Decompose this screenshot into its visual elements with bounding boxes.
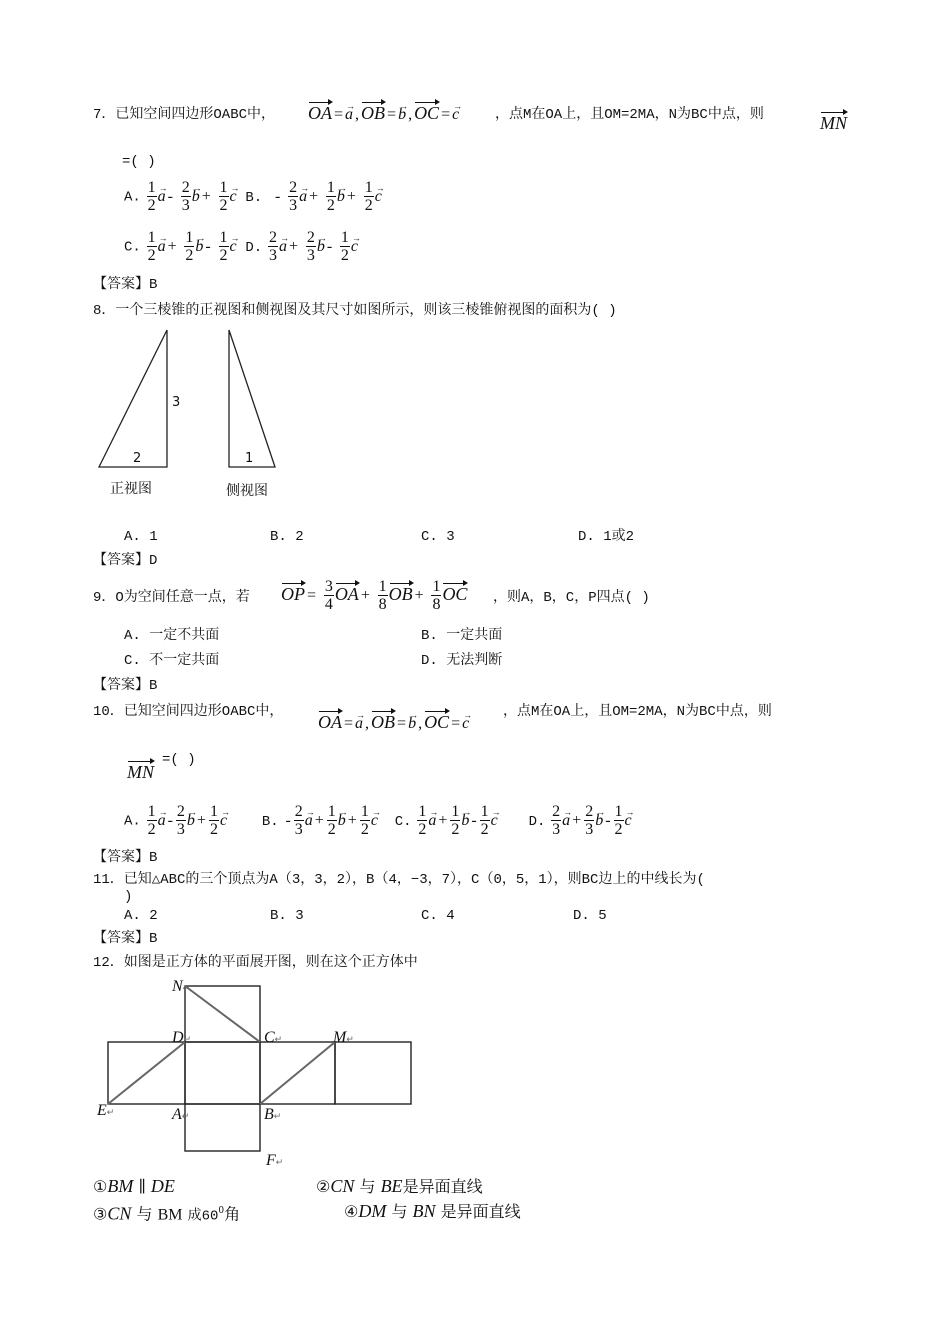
- point-b-label: B↵: [264, 1106, 282, 1123]
- q8-dim-3: 3: [172, 395, 181, 410]
- segment-nc: [185, 986, 260, 1042]
- q11-stem-cont: ): [124, 889, 133, 905]
- q11-option-b: B. 3: [270, 908, 304, 924]
- q7-answer: 【答案】B: [93, 277, 158, 293]
- q8-dim-2: 2: [133, 451, 142, 466]
- q8-stem: 8．一个三棱锥的正视图和侧视图及其尺寸如图所示，则该三棱锥俯视图的面积为( ): [93, 303, 617, 319]
- q9-vec-oc: OC: [442, 583, 468, 604]
- q10-eq-paren: =( ): [162, 752, 196, 768]
- q10-answer: 【答案】B: [93, 850, 158, 866]
- q8-option-a: A. 1: [124, 529, 158, 545]
- q9-vec-oa: OA: [334, 583, 359, 604]
- point-d-label: D↵: [172, 1029, 192, 1046]
- front-view-triangle: [99, 330, 167, 467]
- q9-option-c: C. 不一定共面: [124, 653, 220, 669]
- point-n-label: N↵: [172, 978, 191, 995]
- q8-views-figure: [95, 326, 285, 471]
- q8-option-c: C. 3: [421, 529, 455, 545]
- q7-vec-b: b →: [398, 106, 406, 124]
- q10-vector-equation: OA = a → , OB = b → , OC = c →: [318, 713, 469, 733]
- q8-option-b: B. 2: [270, 529, 304, 545]
- net-far-right-square: [335, 1042, 411, 1104]
- q7-option-a: A. $\frac{1}{2}$ a → - $\frac{2}{3}$ b → + $\frac{1}{2}$ c → B. - $\frac{2}{3}$ a → + $\frac{1}{2}$ b → + $\frac{1}{2}$ c →: [124, 179, 382, 214]
- q12-statement-3: ③CN 与 BM 成$60^0$角: [93, 1203, 241, 1225]
- q8-answer: 【答案】D: [93, 553, 158, 569]
- q7-target: [820, 114, 847, 133]
- q10-stem: 10．已知空间四边形OABC中，: [93, 704, 284, 720]
- q12-statement-2: ②CN 与 BE是异面直线: [316, 1176, 483, 1196]
- q11-option-d: D. 5: [573, 908, 607, 924]
- q11-stem: 11．已知△ABC的三个顶点为A（3，3，2），B（4，−3，7），C（0，5，1），则BC边上的中线长为(: [93, 872, 705, 888]
- q12-statement-4: ④DM 与 BN 是异面直线: [344, 1201, 521, 1221]
- point-e-label: E↵: [97, 1102, 115, 1119]
- q9-stem-b: ，则A，B，C，P四点( ): [493, 590, 650, 606]
- point-f-label: F↵: [266, 1152, 284, 1169]
- q7-stem: 7．已知空间四边形OABC中，: [93, 107, 276, 123]
- cube-net-figure: [100, 980, 420, 1155]
- segment-bm: [260, 1042, 335, 1104]
- q7-stem-tail: ，点M在OA上，且OM=2MA，N为BC中点，则: [495, 107, 764, 123]
- q8-front-view-label: 正视图: [110, 481, 152, 497]
- q9-option-d: D. 无法判断: [421, 653, 503, 669]
- q7-vec-ob: OB: [361, 103, 386, 123]
- point-c-label: C↵: [264, 1029, 283, 1046]
- q9-option-b: B. 一定共面: [421, 628, 503, 644]
- q12-statement-1: ①BM ∥ DE: [93, 1176, 175, 1196]
- q11-answer: 【答案】B: [93, 931, 158, 947]
- q7-vec-mn: MN: [820, 113, 847, 133]
- q9-option-a: A. 一定不共面: [124, 628, 220, 644]
- q9-vec-ob: OB: [388, 583, 413, 604]
- q10-target: [127, 763, 154, 782]
- q8-side-view-label: 侧视图: [226, 483, 268, 499]
- q9-vector-equation: OP = $\frac{3}{4}$ OA + $\frac{1}{8}$ OB + $\frac{1}{8}$ OC: [281, 578, 468, 613]
- q7-vec-oa: OA: [308, 103, 332, 123]
- q7-option-c: C. $\frac{1}{2}$ a → + $\frac{1}{2}$ b → - $\frac{1}{2}$ c → D. $\frac{2}{3}$ a → + $\frac{2}{3}$ b → - $\frac{1}{2}$ c →: [124, 229, 358, 264]
- q11-option-a: A. 2: [124, 908, 158, 924]
- q7-vector-equation: OA = a → , OB = b → , OC = c →: [308, 104, 459, 124]
- q10-vec-mn: MN: [127, 762, 154, 782]
- segment-ed: [108, 1042, 185, 1104]
- q9-stem-a: 9．O为空间任意一点，若: [93, 590, 250, 606]
- q7-vec-a: a →: [345, 106, 353, 124]
- net-center-square: [185, 1042, 260, 1104]
- q10-stem-tail: ，点M在OA上，且OM=2MA，N为BC中点，则: [503, 704, 772, 720]
- q7-vec-c: c →: [452, 106, 459, 124]
- q12-stem: 12．如图是正方体的平面展开图，则在这个正方体中: [93, 955, 418, 971]
- q10-options: A. $\frac{1}{2}$ a → - $\frac{2}{3}$ b → + $\frac{1}{2}$ c → B. - $\frac{2}{3}$ a → + $\frac{1}{2}$ b → + $\frac{1}{2}$ c → C. $\frac{1}{2}$ a → + $\frac{1}{2}$ b → - $\frac{1}{2}$ c → D. $\frac{2}{3}$ a → + $\frac{2}{3}$ b → - $\frac{1}{2}$ c →: [124, 803, 632, 838]
- point-m-label: M↵: [333, 1029, 354, 1046]
- q8-dim-1: 1: [245, 451, 254, 466]
- q9-vec-op: OP: [281, 583, 305, 604]
- q7-eq-paren: =( ): [122, 154, 156, 170]
- q11-option-c: C. 4: [421, 908, 455, 924]
- net-bottom-square: [185, 1104, 260, 1151]
- q7-vec-oc: OC: [414, 103, 440, 123]
- side-view-triangle: [229, 330, 275, 467]
- point-a-label: A↵: [172, 1106, 190, 1123]
- q8-option-d: D. 1或2: [578, 529, 635, 545]
- q9-answer: 【答案】B: [93, 678, 158, 694]
